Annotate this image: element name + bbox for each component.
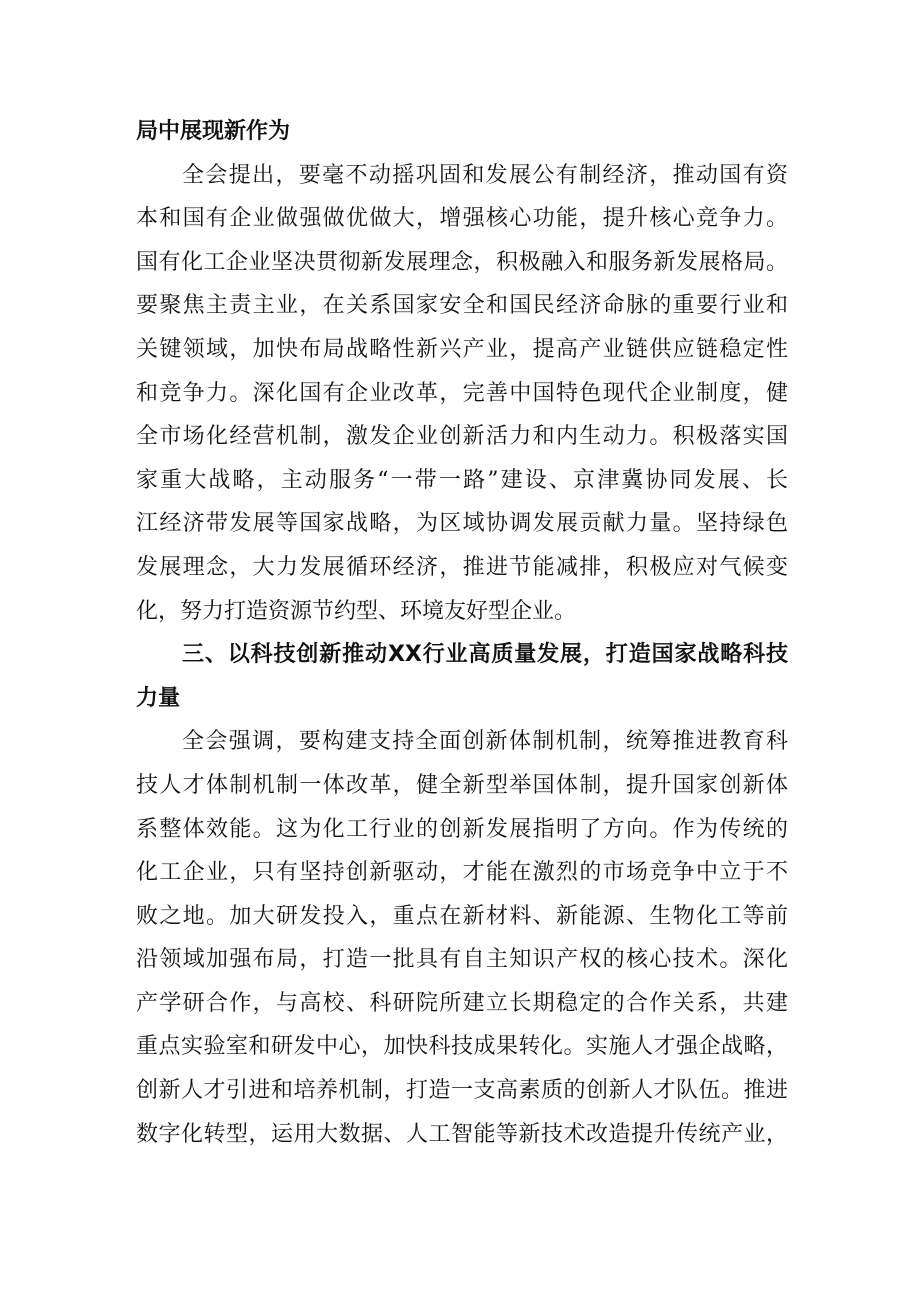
- paragraph-line: 技人才体制机制一体改革，健全新型举国体制，提升国家创新体: [136, 772, 788, 798]
- paragraph-line: 本和国有企业做强做优做大，增强核心功能，提升核心竞争力。: [136, 206, 788, 232]
- paragraph-line: 和竞争力。深化国有企业改革，完善中国特色现代企业制度，健: [136, 380, 788, 406]
- paragraph-line: 数字化转型，运用大数据、人工智能等新技术改造提升传统产业，: [136, 1121, 788, 1147]
- paragraph-line: 败之地。加大研发投入，重点在新材料、新能源、生物化工等前: [136, 903, 788, 929]
- paragraph-line: 关键领域，加快布局战略性新兴产业，提高产业链供应链稳定性: [136, 336, 788, 362]
- section-heading-continuation: 局中展现新作为: [136, 119, 291, 144]
- paragraph-line: 全会提出，要毫不动摇巩固和发展公有制经济，推动国有资: [182, 162, 788, 188]
- paragraph-line: 江经济带发展等国家战略，为区域协调发展贡献力量。坚持绿色: [136, 511, 788, 537]
- paragraph-line: 发展理念，大力发展循环经济，推进节能减排，积极应对气候变: [136, 554, 788, 580]
- paragraph-line: 国有化工企业坚决贯彻新发展理念，积极融入和服务新发展格局。: [136, 249, 788, 275]
- paragraph-soe-reform: [136, 154, 788, 634]
- paragraph-line: 化，努力打造资源节约型、环境友好型企业。: [136, 598, 577, 624]
- heading-line: 三、以科技创新推动XX行业高质量发展，打造国家战略科技: [182, 642, 788, 668]
- paragraph-innovation: [136, 720, 788, 1156]
- paragraph-line: 化工企业，只有坚持创新驱动，才能在激烈的市场竞争中立于不: [136, 860, 788, 886]
- paragraph-line: 重点实验室和研发中心，加快科技成果转化。实施人才强企战略，: [136, 1034, 788, 1060]
- paragraph-line: 创新人才引进和培养机制，打造一支高素质的创新人才队伍。推进: [136, 1078, 788, 1104]
- paragraph-line: 系整体效能。这为化工行业的创新发展指明了方向。作为传统的: [136, 816, 788, 842]
- section-heading-3: [136, 633, 788, 720]
- paragraph-line: 产学研合作，与高校、科研院所建立长期稳定的合作关系，共建: [136, 990, 788, 1016]
- paragraph-line: 要聚焦主责主业，在关系国家安全和国民经济命脉的重要行业和: [136, 293, 788, 319]
- heading-line: 力量: [136, 685, 181, 711]
- paragraph-line: 家重大战略，主动服务“一带一路”建设、京津冀协同发展、长: [136, 467, 788, 493]
- paragraph-line: 全市场化经营机制，激发企业创新活力和内生动力。积极落实国: [136, 424, 788, 450]
- document-body: [136, 110, 788, 1156]
- paragraph-line: 沿领域加强布局，打造一批具有自主知识产权的核心技术。深化: [136, 947, 788, 973]
- paragraph-line: 全会强调，要构建支持全面创新体制机制，统筹推进教育科: [182, 729, 788, 755]
